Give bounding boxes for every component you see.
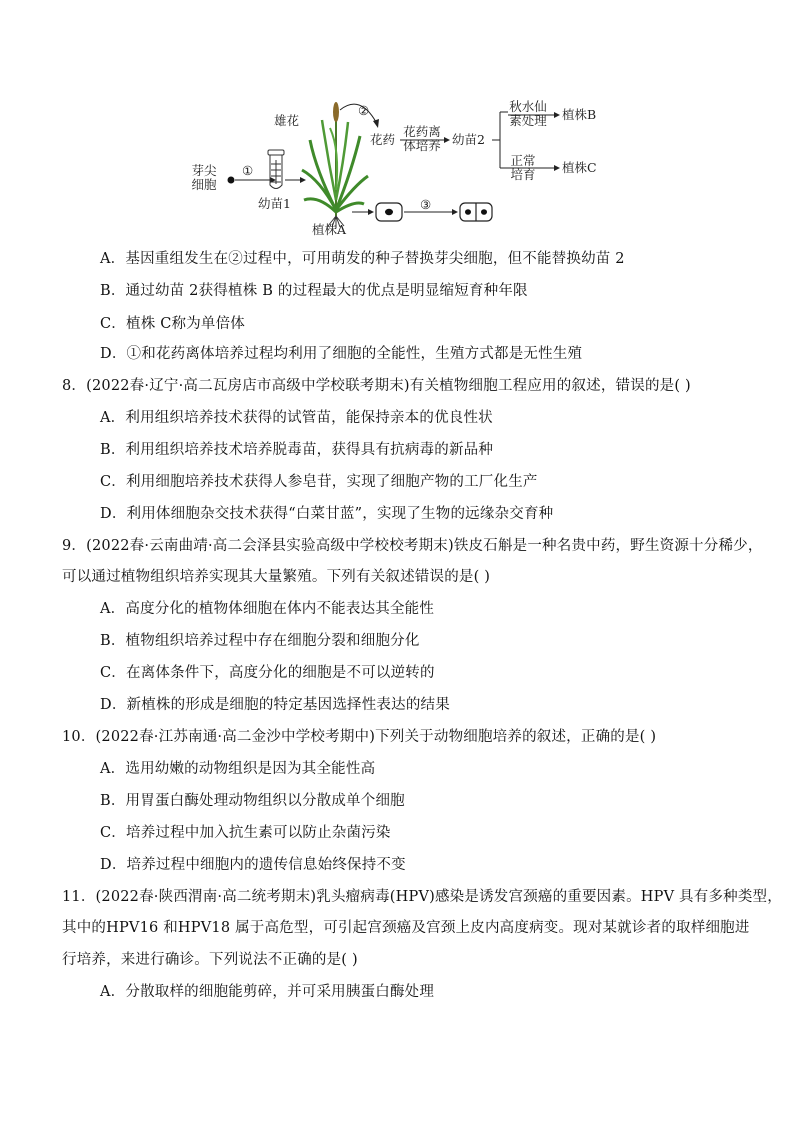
q11-stem-line2: 其中的HPV16 和HPV18 属于高危型，可引起宫颈癌及宫颈上皮内高度病变。现对某就诊者的取样细胞进 xyxy=(62,920,750,936)
bud-cell-dot xyxy=(228,177,235,184)
plant-c-label: 植株C xyxy=(562,160,597,175)
q11-stem-line3: 行培养，来进行确诊。下列说法不正确的是( ) xyxy=(62,952,358,968)
plant-a-label: 植株A xyxy=(312,222,347,237)
q9-stem-line1: 9．(2022春·云南曲靖·高二会泽县实验高级中学校校考期末)铁皮石斛是一种名贵中药，野生资源十分稀少， xyxy=(62,538,763,554)
normal-growth-label: 正常培育 xyxy=(510,153,536,182)
step3-label: ③ xyxy=(420,197,432,212)
q10-option-c: C．培养过程中加入抗生素可以防止杂菌污染 xyxy=(100,825,391,841)
q9-option-a: A．高度分化的植物体细胞在体内不能表达其全能性 xyxy=(100,601,435,617)
q9-stem-line2: 可以通过植物组织培养实现其大量繁殖。下列有关叙述错误的是( ) xyxy=(62,569,491,585)
q9-option-c: C．在离体条件下，高度分化的细胞是不可以逆转的 xyxy=(100,665,435,681)
seedling1-label: 幼苗1 xyxy=(258,196,291,211)
q8-option-d: D．利用体细胞杂交技术获得“白菜甘蓝”，实现了生物的远缘杂交育种 xyxy=(100,506,554,522)
q10-option-a: A．选用幼嫩的动物组织是因为其全能性高 xyxy=(100,761,376,777)
q11-stem-line1: 11．(2022春·陕西渭南·高二统考期末)乳头瘤病毒(HPV)感染是诱发宫颈癌的重要因素。HPV 具有多种类型， xyxy=(62,889,782,905)
plant-a-icon xyxy=(302,102,368,228)
anther-label: 花药 xyxy=(370,132,396,147)
colchicine-label: 秋水仙素处理 xyxy=(509,99,547,128)
plant-b-label: 植株B xyxy=(562,107,597,122)
q9-option-d: D．新植株的形成是细胞的特定基因选择性表达的结果 xyxy=(100,697,450,713)
q10-option-d: D．培养过程中细胞内的遗传信息始终保持不变 xyxy=(100,857,406,873)
step2-label: ② xyxy=(358,103,370,118)
q7-option-d: D．①和花药离体培养过程均利用了细胞的全能性，生殖方式都是无性生殖 xyxy=(100,346,583,362)
q11-option-a: A．分散取样的细胞能剪碎，并可采用胰蛋白酶处理 xyxy=(100,984,435,1000)
q10-option-b: B．用胃蛋白酶处理动物组织以分散成单个细胞 xyxy=(100,793,405,809)
divided-cells-icon xyxy=(460,203,492,221)
q9-option-b: B．植物组织培养过程中存在细胞分裂和细胞分化 xyxy=(100,633,420,649)
single-cell-icon xyxy=(376,203,402,221)
q8-option-b: B．利用组织培养技术培养脱毒苗，获得具有抗病毒的新品种 xyxy=(100,442,494,458)
seedling2-label: 幼苗2 xyxy=(452,132,485,147)
male-flower-label: 雄花 xyxy=(274,113,300,128)
anther-culture-label: 花药离体培养 xyxy=(403,124,441,153)
q8-option-c: C．利用细胞培养技术获得人参皂苷，实现了细胞产物的工厂化生产 xyxy=(100,474,538,490)
diagram-graphics xyxy=(190,100,620,238)
q7-option-a: A．基因重组发生在②过程中，可用萌发的种子替换芽尖细胞，但不能替换幼苗 2 xyxy=(100,251,625,267)
q10-stem: 10．(2022春·江苏南通·高二金沙中学校考期中)下列关于动物细胞培养的叙述，正确的是( ) xyxy=(62,729,657,745)
q7-option-b: B．通过幼苗 2获得植株 B 的过程最大的优点是明显缩短育种年限 xyxy=(100,283,528,299)
test-tube-icon xyxy=(268,150,284,189)
breeding-diagram xyxy=(190,100,620,238)
q8-option-a: A．利用组织培养技术获得的试管苗，能保持亲本的优良性状 xyxy=(100,410,493,426)
q8-stem: 8．(2022春·辽宁·高二瓦房店市高级中学校联考期末)有关植物细胞工程应用的叙述，错误的是( ) xyxy=(62,378,691,394)
bud-cell-label: 芽尖细胞 xyxy=(191,163,217,192)
step1-label: ① xyxy=(242,163,254,178)
q7-option-c: C．植株 C称为单倍体 xyxy=(100,316,245,332)
